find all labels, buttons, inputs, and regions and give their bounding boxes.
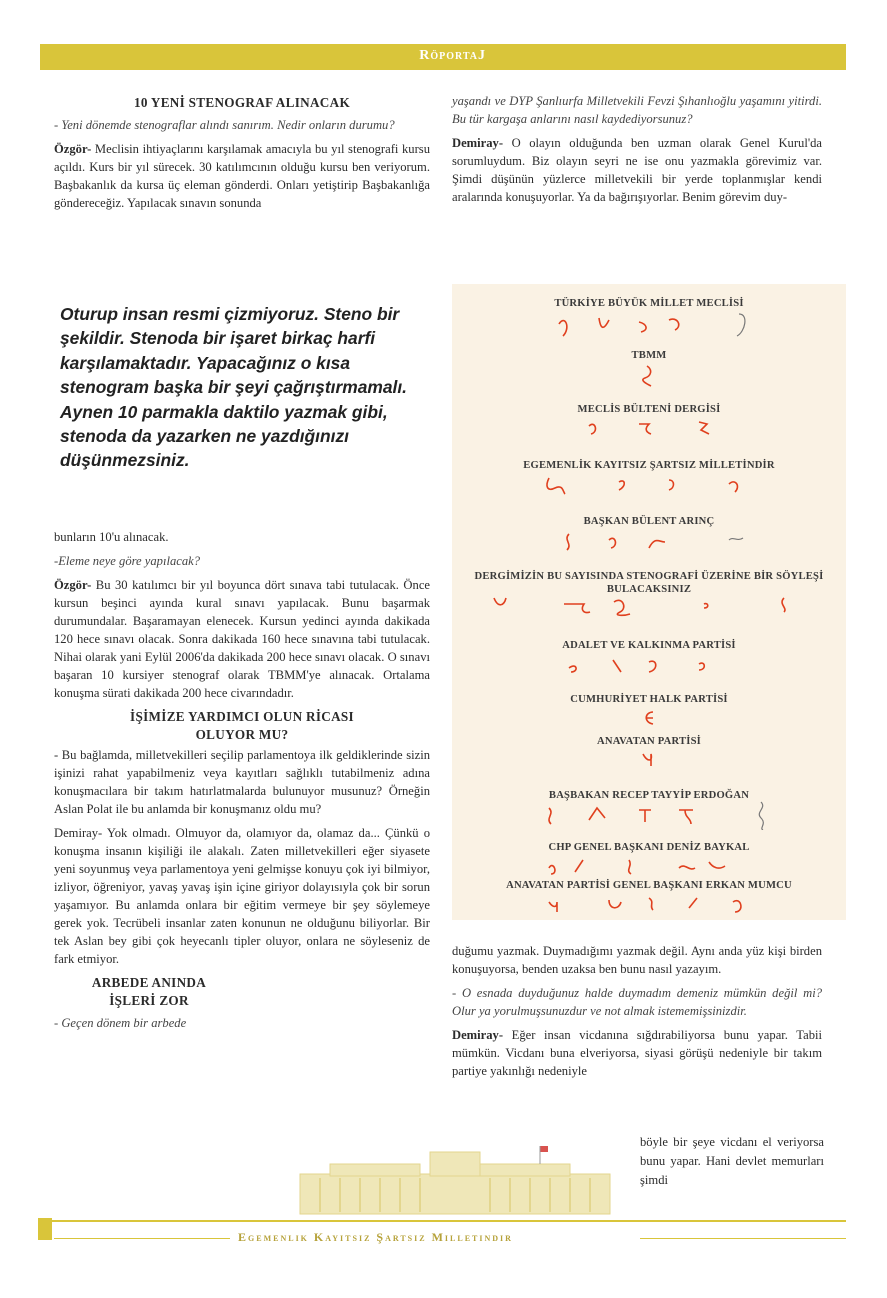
footer-rule-right (640, 1238, 846, 1239)
steno-glyph-row (499, 308, 799, 342)
answer-5-wrap-text: böyle bir şeye vicdanı el veriyorsa bunu yapar. Hani devlet memurları şimdi (640, 1135, 824, 1187)
answer-2 (54, 576, 430, 702)
left-column-top (54, 94, 430, 218)
question-4: - Geçen dönem bir arbede (54, 1016, 187, 1030)
steno-label: BAŞBAKAN RECEP TAYYİP ERDOĞAN (548, 790, 750, 801)
heading-brawl: ARBEDE ANINDA İŞLERİ ZOR (91, 975, 207, 1008)
left-column-bottom (54, 528, 430, 1038)
steno-glyphs (452, 528, 846, 556)
steno-glyphs (452, 706, 846, 728)
speaker-demiray: Demiray- (452, 1028, 504, 1042)
answer-4-text: O olayın olduğunda ben uzman olarak Genel Kurul'da sorumluydum. Biz olayın seyri ne ise onu yazmakla görevimiz var. Şimdi düşünün yüzlerce milletvekili bir yerde toplanmışlar kendi aralarında konuşuyorlar. Ya da bağırışıyorlar. Benim görevim duy- (452, 136, 822, 204)
pull-quote: Oturup insan resmi çizmiyoruz. Steno bir şekildir. Stenoda bir işaret birkaç harfi karşılamaktadır. Yapacağınız o kısa stenogram başka bir şeyi çağrıştırmamalı. Aynen 10 parmakla daktilo yazmak gibi, stenoda da yazarken ne yazdığınızı düşünmezsiniz. (60, 304, 408, 471)
steno-glyphs (452, 362, 846, 388)
answer-1-text: Meclisin ihtiyaçlarını karşılamak amacıyla bu yıl stenografi kursu açıldı. Kurs bir yıl sürecek. 30 katılımcının olduğu kursu ben veriyorum. Başbakanlık da kursa üç eleman gönderdi. Onları yetiştirip Başbakanlığa göndereceğiz. Yapılacak sınavın sonunda (54, 142, 430, 210)
steno-glyphs (452, 748, 846, 770)
steno-glyph-row (499, 854, 799, 878)
question-1: - Yeni dönemde stenograflar alındı sanırım. Nedir onların durumu? (54, 118, 395, 132)
answer-4 (452, 134, 822, 206)
footer-motto: Egemenlik Kayıtsız Şartsız Milletindir (238, 1230, 513, 1244)
steno-glyph-row (499, 800, 799, 830)
question-3: - Bu bağlamda, milletvekilleri seçilip parlamentoya ilk geldiklerinde sizin işinizi rahat yapabilmeniz veya kayıtları sağlıklı tutabilmeniz adına konuşmacılara bir takım hatırlatmalarda bulunuyor musunuz? Örneğin Aslan Polat ile bu anlamda bir konuşmanız oldu mu? (54, 748, 430, 816)
continuation-text: bunların 10'u alınacak. (54, 530, 169, 544)
right-column-bottom (452, 942, 822, 1086)
steno-glyph-row (499, 528, 799, 556)
steno-glyphs (452, 652, 846, 678)
steno-glyph-row (619, 748, 679, 770)
steno-label: EGEMENLİK KAYITSIZ ŞARTSIZ MİLLETİNDİR (523, 460, 775, 471)
steno-label: ANAVATAN PARTİSİ GENEL BAŞKANI ERKAN MUMCU (506, 880, 792, 891)
answer-5 (452, 1026, 822, 1080)
steno-glyphs (452, 416, 846, 440)
steno-glyph-row (464, 590, 834, 620)
steno-glyphs (452, 472, 846, 498)
steno-glyph-row (529, 652, 769, 678)
steno-glyphs (452, 308, 846, 342)
stenography-examples-panel (452, 284, 846, 920)
right-column-top (452, 92, 822, 212)
speaker-ozgor: Özgör- (54, 142, 92, 156)
section-title: RöportaJ (419, 48, 486, 63)
answer-5-text: Eğer insan vicdanına sığdırabiliyorsa bunu yapar. Tabii mümkün. Vicdanı buna elveriyorsa, siyasi görüşü nedeniyle bir takım partiye yakınlığı nedeniyle (452, 1028, 822, 1078)
steno-label: MECLİS BÜLTENİ DERGİSİ (577, 404, 721, 415)
steno-glyphs (452, 590, 846, 620)
footer-rule-left (54, 1238, 230, 1239)
steno-label: DERGİMİZİN BU SAYISINDA STENOGRAFİ ÜZERİNE BİR SÖYLEŞİ BULACAKSINIZ (474, 571, 824, 595)
answer-2-text: Bu 30 katılımcı bir yıl boyunca dört sınava tabi tutulacak. Önce kursun beşinci ayında kural sınavı yapılacak. Bunu başarmak durumundalar. Başaramayan elenecek. Kursun yedinci ayında dakikada 120 hece sınavı olacak. Sonra dakikada 160 hece sınavına tabi tutulacak. Nihai olarak yani Eylül 2006'da dakikada 200 hece sınavı olacak. O sınavı başaran 10 kursiyer stenograf olarak TBMM'ye alınacak. Ortalama konuşma sürati dakikada 200 hece civarındadır. (54, 578, 430, 700)
steno-glyphs (452, 892, 846, 918)
speaker-ozgor: Özgör- (54, 578, 92, 592)
steno-label: CHP GENEL BAŞKANI DENİZ BAYKAL (548, 842, 750, 853)
steno-glyph-row (549, 416, 749, 440)
parliament-building-illustration (290, 1146, 620, 1216)
heading-new-stenographers: 10 YENİ STENOGRAF ALINACAK (133, 95, 351, 110)
footer-rule-top (40, 1220, 846, 1222)
steno-glyphs (452, 854, 846, 878)
answer-3: Demiray- Yok olmadı. Olmuyor da, olamıyor da, olamaz da... Çünkü o konuşma insanın kişiliği ile alakalı. Zaten milletvekilleri eğer siyasete yeni soyunmuş veya parlamentoya yeni gelmişse konuyu çok iyi bilmiyor, izliyor, öğreniyor, yavaş yavaş işin içine giriyor dolayısıyla çok bir sorun yaşamıyor. Bu anlamda onlara bir eğitim vermeye bir şey söylemeye gerek yok. Tecrübeli insanlar zaten konunun ne olduğunu biliyorlar. Bir tek Aslan bey gibi çok heyecanlı tipler oluyor, onlara ne söyleseniz de fark etmiyor. (54, 826, 430, 966)
answer-1 (54, 140, 430, 212)
section-header-band (40, 44, 846, 70)
steno-label: CUMHURİYET HALK PARTİSİ (570, 694, 728, 705)
steno-glyph-row (619, 362, 679, 388)
steno-label: ADALET VE KALKINMA PARTİSİ (562, 640, 736, 651)
heading-help-request: İŞİMİZE YARDIMCI OLUN RİCASI OLUYOR MU? (130, 709, 354, 742)
steno-glyph-row (499, 472, 799, 498)
steno-glyph-row (489, 892, 809, 918)
steno-glyph-row (619, 706, 679, 728)
steno-label: TÜRKİYE BÜYÜK MİLLET MECLİSİ (554, 298, 744, 309)
steno-glyphs (452, 800, 846, 830)
question-4-continued: yaşandı ve DYP Şanlıurfa Milletvekili Fevzi Şıhanlıoğlu yaşamını yitirdi. Bu tür kargaşa anlarını nasıl kaydediyorsunuz? (452, 94, 822, 126)
question-2: -Eleme neye göre yapılacak? (54, 554, 201, 568)
answer-4-continued: duğumu yazmak. Duymadığımı yazmak değil. Aynı anda yüz kişi birden konuşuyorsa, benden uzaksa ben bunu nasıl yazayım. (452, 944, 822, 976)
steno-label: ANAVATAN PARTİSİ (597, 736, 701, 747)
question-5: - O esnada duyduğunuz halde duymadım demeniz mümkün değil mi? Olur ya yorulmuşsunuzdur ve not almak istememişsinizdir. (452, 986, 822, 1018)
speaker-demiray: Demiray- (452, 136, 504, 150)
steno-label: BAŞKAN BÜLENT ARINÇ (583, 516, 715, 527)
steno-label: TBMM (631, 350, 667, 361)
